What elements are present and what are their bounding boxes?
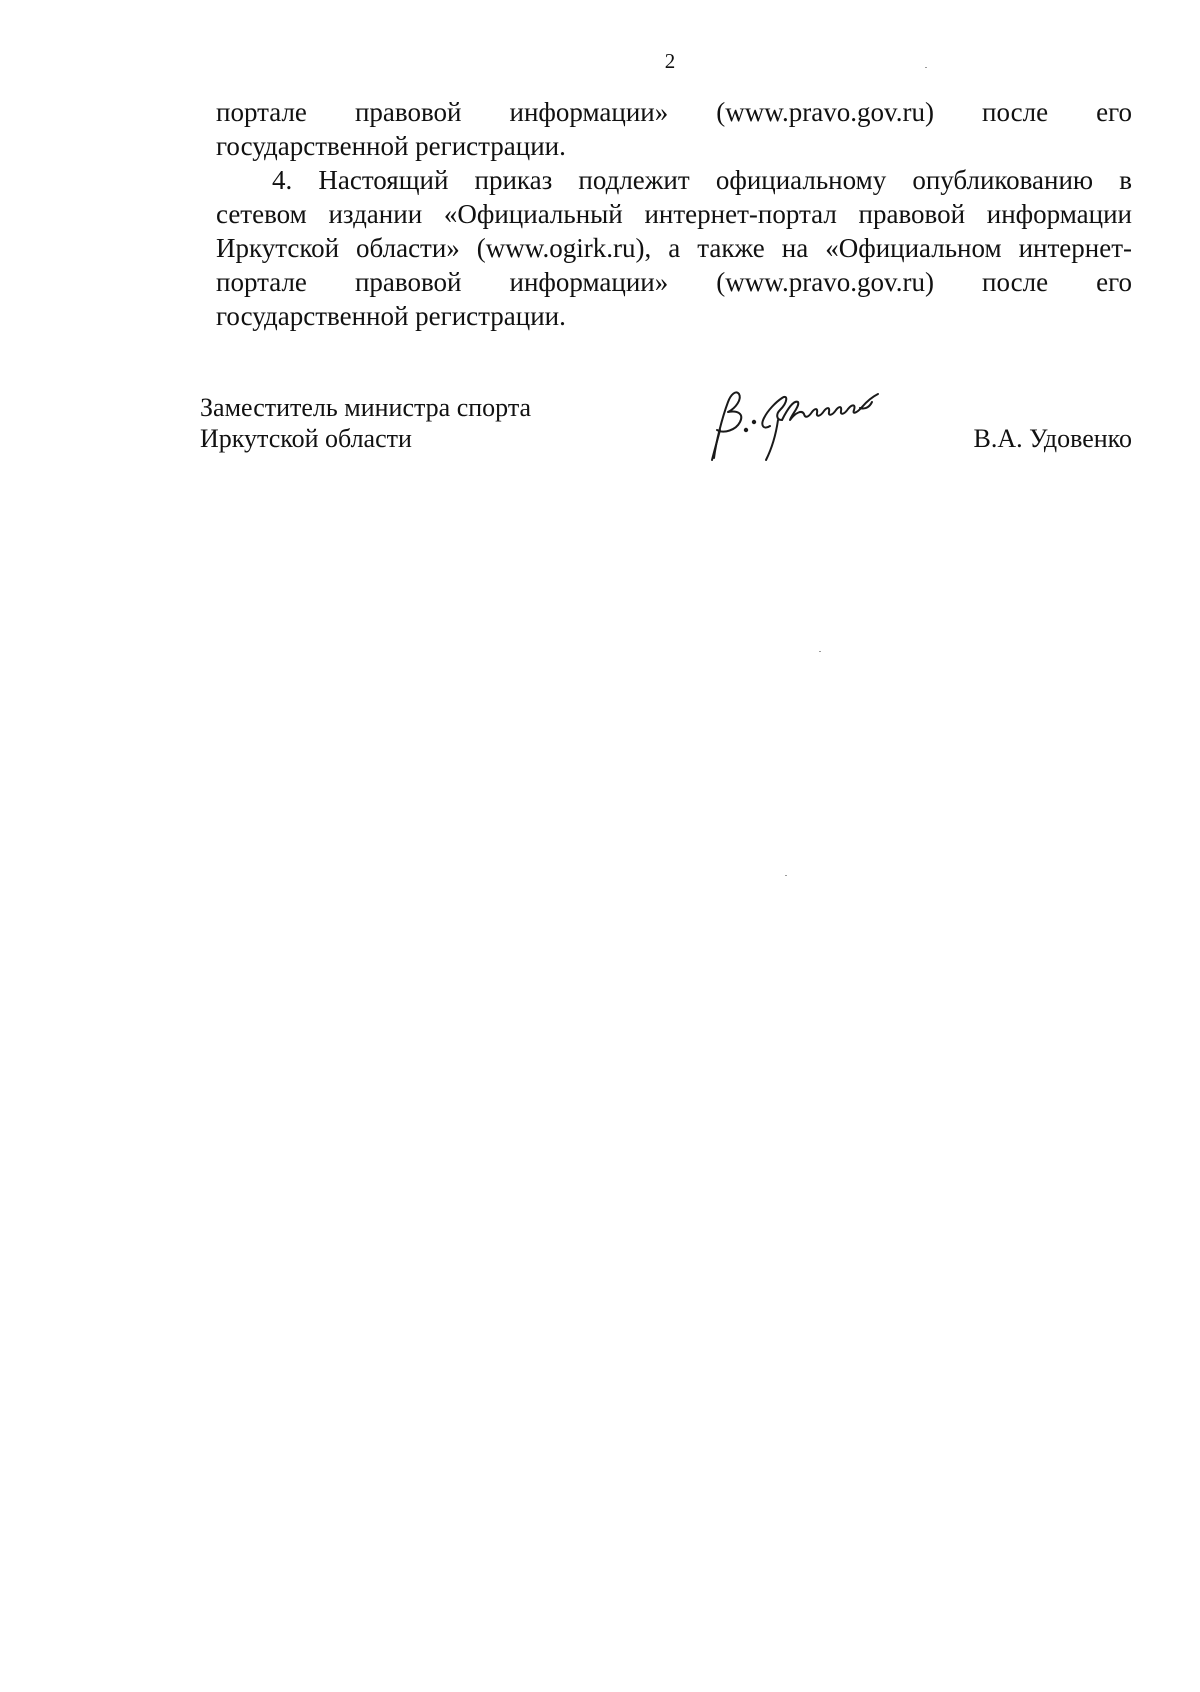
text-line: государственной регистрации. bbox=[216, 301, 566, 331]
continuation-paragraph bbox=[216, 95, 1132, 163]
paragraph-4 bbox=[216, 163, 1132, 333]
signer-title-line: Заместитель министра спорта bbox=[200, 393, 532, 422]
signer-name: В.А. Удовенко bbox=[973, 424, 1132, 453]
document-body bbox=[216, 95, 1132, 333]
text-line: сетевом издании «Официальный интернет-портал правовой информации bbox=[216, 199, 1132, 229]
signer-title bbox=[200, 392, 531, 454]
handwritten-signature bbox=[684, 380, 894, 464]
scan-speck bbox=[819, 651, 821, 652]
page-number: 2 bbox=[664, 49, 676, 73]
signature-block bbox=[200, 392, 1132, 472]
text-line: 4. Настоящий приказ подлежит официальному опубликованию в bbox=[272, 165, 1132, 195]
text-line: портале правовой информации» (www.pravo.gov.ru) после его bbox=[216, 267, 1132, 297]
scan-speck bbox=[785, 875, 787, 876]
text-line: государственной регистрации. bbox=[216, 131, 566, 161]
signer-title-line: Иркутской области bbox=[200, 424, 412, 453]
text-line: Иркутской области» (www.ogirk.ru), а также на «Официальном интернет- bbox=[216, 233, 1132, 263]
scan-speck bbox=[925, 67, 927, 68]
text-line: портале правовой информации» (www.pravo.gov.ru) после его bbox=[216, 97, 1132, 127]
